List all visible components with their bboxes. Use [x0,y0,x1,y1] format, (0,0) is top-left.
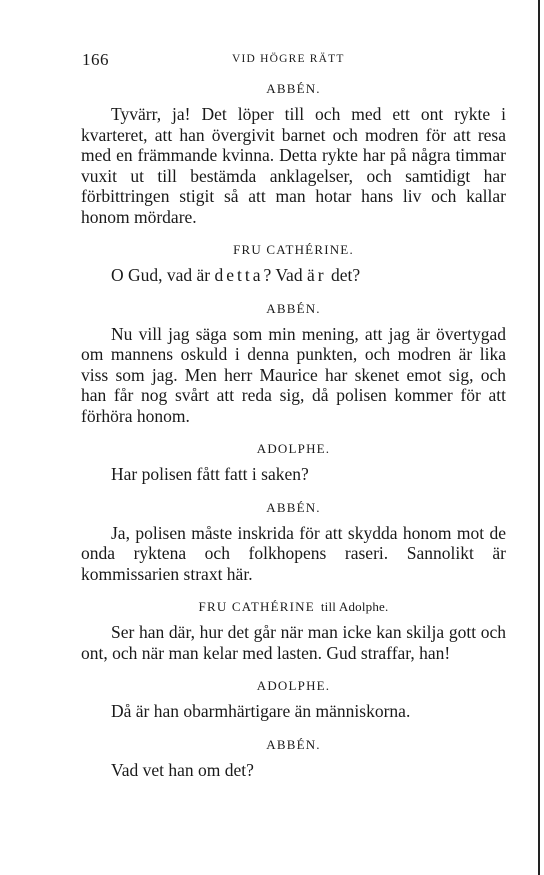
speech-text: Ser han där, hur det går när man icke kan skilja gott och ont, och när man kelar med lasten. Gud straffar, han! [81,622,506,663]
page-number: 166 [82,50,109,69]
speech-text: Vad vet han om det? [111,759,254,780]
speech-text: Nu vill jag säga som min mening, att jag är övertygad om mannens oskuld i denna punkten, och modren är lika viss som jag. Men herr Maurice har skenet emot sig, och han får nog svårt att reda sig, då polisen kommer för att förhöra honom. [81,323,506,426]
speaker-name: ABBÉN. [266,499,321,515]
speech-fragment: ? Vad [263,265,307,285]
speech-text: Då är han obarmhärtigare än människorna. [111,701,411,721]
page-header [82,50,512,70]
speaker-name: ADOLPHE. [256,441,331,456]
dialogue-text [81,80,506,794]
speech-text: Ja, polisen måste inskrida för att skydda honom mot de onda ryktena och folkhopens raseri. Sannolikt är kommissarien straxt här. [81,522,506,584]
speech-text: Har polisen fått fatt i saken? [111,464,309,484]
speech-fragment: det? [326,265,361,285]
running-title: VID HÖGRE RÄTT [232,53,345,65]
speech-text [81,265,506,286]
speaker-name: ABBÉN. [266,81,321,96]
speech-fragment: O Gud, vad är [111,265,215,285]
speaker-name: ABBÉN. [266,736,321,752]
speaker-name: ADOLPHE. [256,678,331,693]
speaker-name: FRU CATHÉRINE. [233,242,354,257]
speech-text: Tyvärr, ja! Det löper till och med ett ont rykte i kvarteret, att han övergivit barnet och modren för att resa med en främmande kvinna. Detta rykte har på några timmar vuxit ut till bestämda anklagelser, och samtidigt har förbittringen stigit så att man hotar hans liv och kallar honom mördare. [81,104,506,227]
stage-direction: till Adolphe. [320,599,389,614]
page-edge-border [538,0,540,875]
speaker-name: FRU CATHÉRINE [198,599,315,614]
emphasized-word: detta [214,265,264,285]
emphasized-word: är [306,265,327,285]
speaker-name: ABBÉN. [266,300,321,316]
speaker-with-stage-direction [81,598,506,616]
